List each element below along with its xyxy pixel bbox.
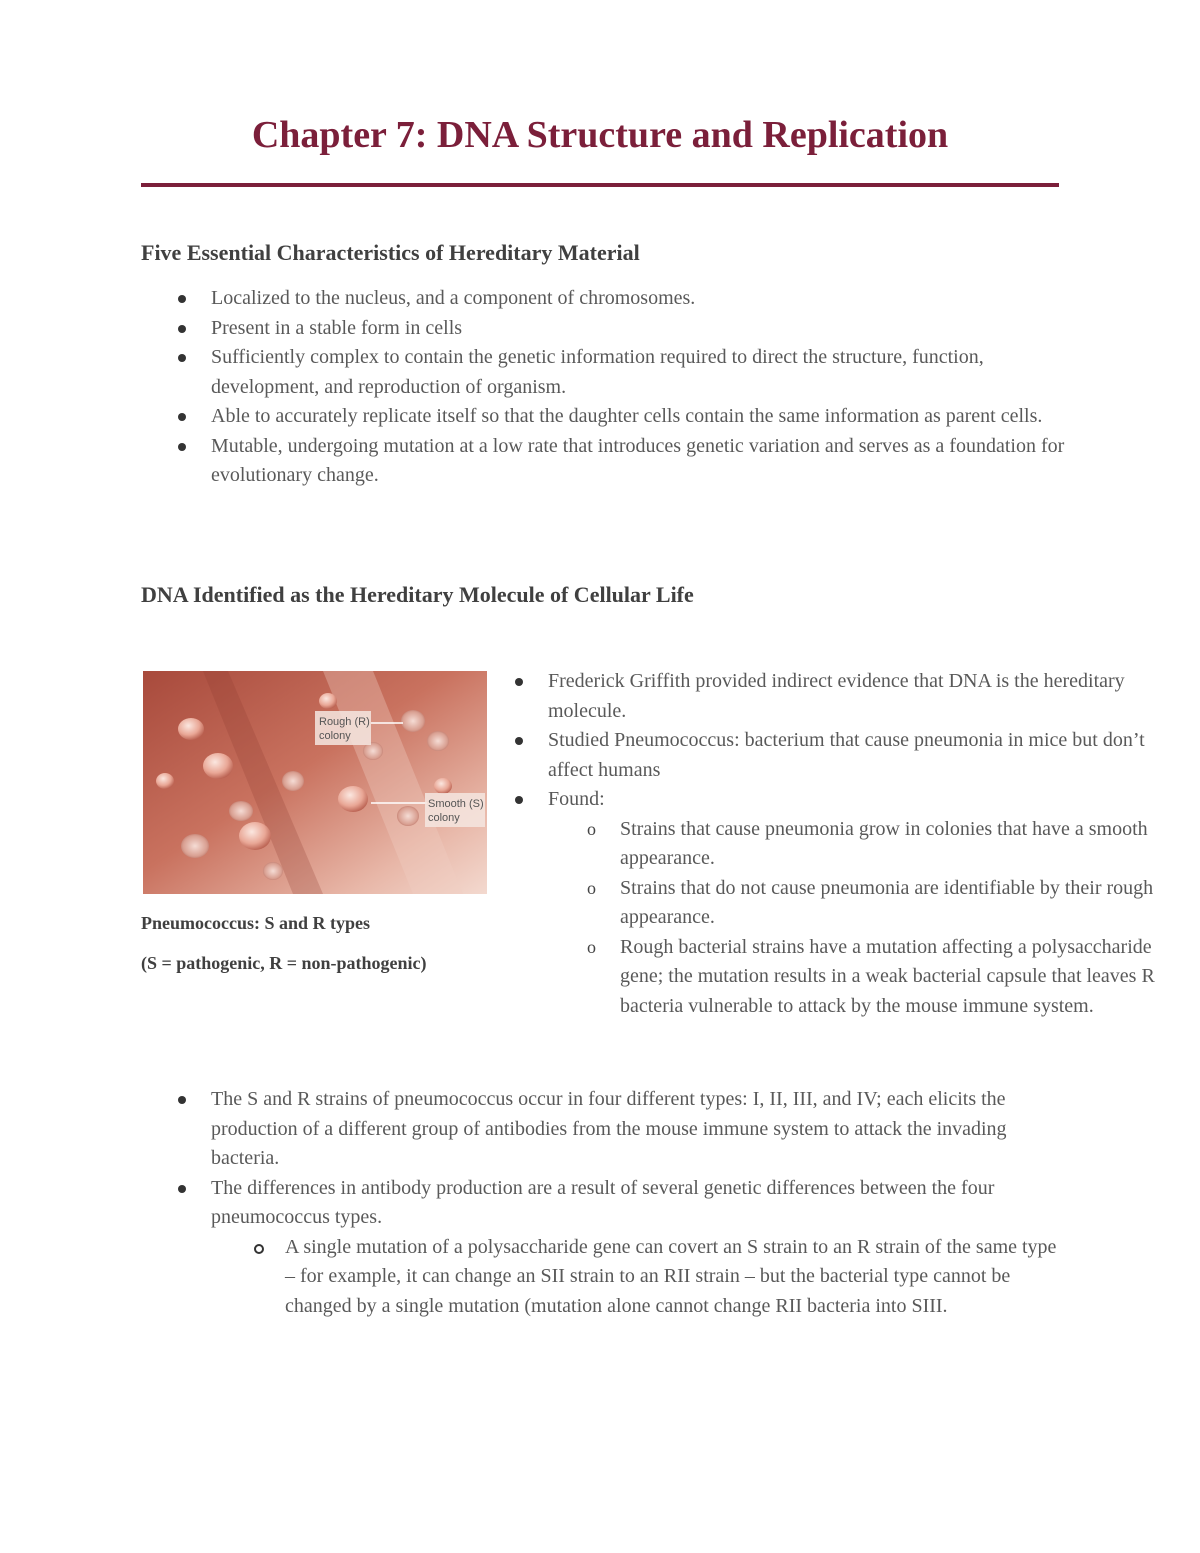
list-item: Sufficiently complex to contain the genetic information required to direct the structure, function, development, and reproduction of organism. — [211, 343, 1071, 402]
griffith-list — [548, 667, 1158, 1021]
list-item: The S and R strains of pneumococcus occur in four different types: I, II, III, and IV; each elicits the production of a different group of antibodies from the mouse immune system to attack the invading bacteria. — [211, 1085, 1071, 1174]
characteristics-list — [211, 284, 1071, 491]
list-item: Found: — [548, 785, 1158, 815]
smooth-colony-label: Smooth (S) — [428, 798, 484, 810]
sub-list-item: A single mutation of a polysaccharide gene can covert an S strain to an R strain of the same type – for example, it can change an SII strain to an RII strain – but the bacterial type cannot be changed by a single mutation (mutation alone cannot change RII bacteria into SIII. — [285, 1233, 1065, 1322]
section-heading-characteristics: Five Essential Characteristics of Hereditary Material — [141, 240, 640, 265]
list-item: Localized to the nucleus, and a component of chromosomes. — [211, 284, 1071, 314]
list-item: Studied Pneumococcus: bacterium that cause pneumonia in mice but don’t affect humans — [548, 726, 1158, 785]
sub-list-item: o Strains that cause pneumonia grow in colonies that have a smooth appearance. — [620, 815, 1158, 874]
sub-list-item: o Strains that do not cause pneumonia are identifiable by their rough appearance. — [620, 874, 1158, 933]
mutation-sublist — [285, 1233, 1065, 1322]
page-title: Chapter 7: DNA Structure and Replication — [251, 114, 949, 156]
list-item: The differences in antibody production are a result of several genetic differences between the four pneumococcus types. — [211, 1174, 1071, 1233]
sub-list-item: o Rough bacterial strains have a mutation affecting a polysaccharide gene; the mutation results in a weak bacterial capsule that leaves R bacteria vulnerable to attack by the mouse immune system. — [620, 933, 1158, 1022]
rough-colony-label-2: colony — [319, 730, 351, 742]
list-item: Present in a stable form in cells — [211, 314, 1071, 344]
pneumococcus-colonies-photo — [143, 671, 487, 894]
rough-colony-label: Rough (R) — [319, 716, 370, 728]
figure-caption-title: Pneumococcus: S and R types — [141, 913, 371, 933]
strain-types-list — [211, 1085, 1071, 1321]
section-heading-dna-identified: DNA Identified as the Hereditary Molecule of Cellular Life — [141, 582, 694, 607]
list-item: Frederick Griffith provided indirect evidence that DNA is the hereditary molecule. — [548, 667, 1158, 726]
title-divider — [141, 183, 1059, 187]
list-item: Able to accurately replicate itself so that the daughter cells contain the same information as parent cells. — [211, 402, 1071, 432]
found-sublist — [620, 815, 1158, 1022]
list-item: Mutable, undergoing mutation at a low rate that introduces genetic variation and serves as a foundation for evolutionary change. — [211, 432, 1071, 491]
figure-caption-detail: (S = pathogenic, R = non-pathogenic) — [141, 953, 427, 973]
smooth-colony-label-2: colony — [428, 812, 460, 824]
